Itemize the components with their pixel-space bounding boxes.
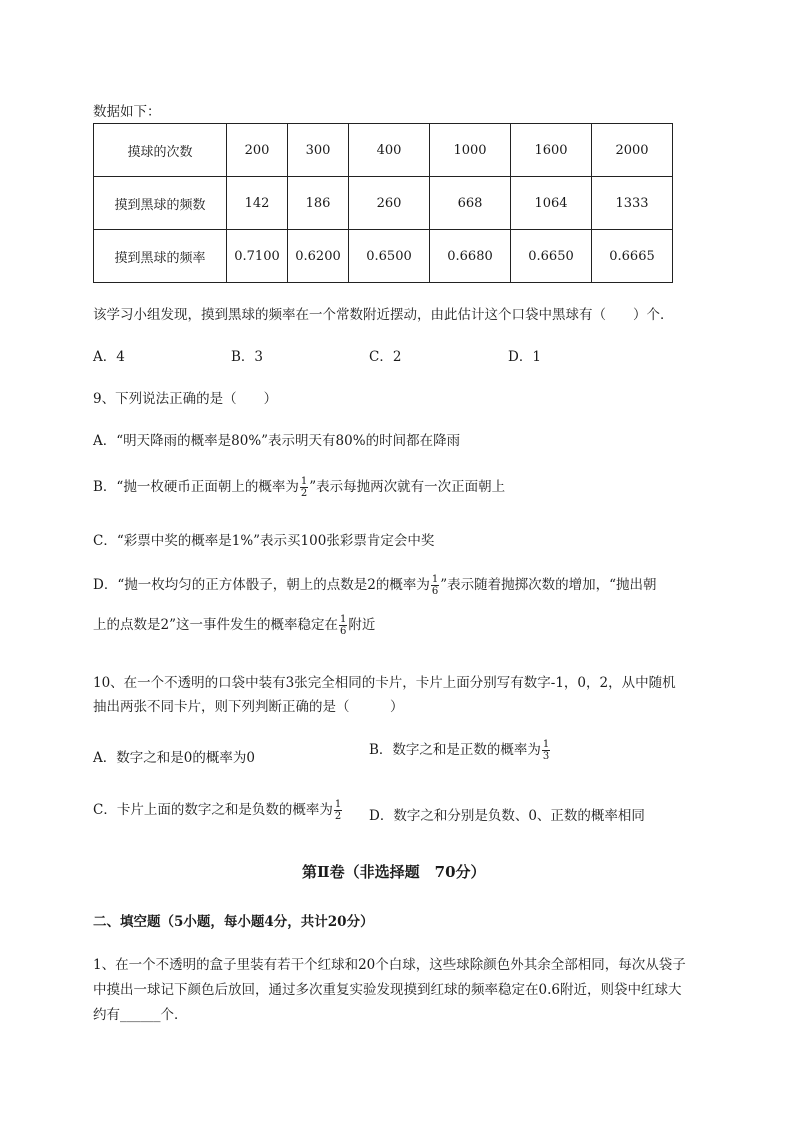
table-cell: 1600 [511,124,592,177]
q9-option-b-text: B．“抛一枚硬币正面朝上的概率为 [93,479,299,495]
q8-stem: 该学习小组发现，摸到黑球的频率在一个常数附近摆动，由此估计这个口袋中黑球有（ ）个． [93,307,674,323]
fraction: $\frac{1}{2}$ [300,476,308,499]
table-cell: 400 [349,124,430,177]
q9-option-d-line1: D．“抛一枚均匀的正方体骰子，朝上的点数是2的概率为 $\frac{1}{6}$ ”表示随着抛掷次数的增加，“抛出朝 [93,574,657,597]
table-row [94,177,673,230]
q8-option-c: C．2 [369,349,402,365]
fill1-line1: 1、在一个不透明的盒子里装有若干个红球和20个白球，这些球除颜色外其余全部相同，每次从袋子 [93,957,686,973]
table-cell: 0.6650 [511,230,592,283]
q9-option-b-text-end: ”表示每抛两次就有一次正面朝上 [309,479,506,495]
q10-stem-line2: 抽出两张不同卡片，则下列判断正确的是（ ） [93,699,404,715]
table-cell: 186 [288,177,349,230]
table-cell: 0.6680 [430,230,511,283]
q9-option-d-line2: 上的点数是2”这一事件发生的概率稳定在 $\frac{1}{6}$ 附近 [93,614,376,637]
table-cell: 1000 [430,124,511,177]
table-cell: 142 [227,177,288,230]
frequency-table [93,123,673,283]
intro-text: 数据如下： [93,104,161,120]
table-cell: 1064 [511,177,592,230]
q10-stem-line1: 10、在一个不透明的口袋中装有3张完全相同的卡片，卡片上面分别写有数字-1，0，2，从中随机 [93,675,676,691]
table-row-label: 摸球的次数 [94,124,227,177]
table-cell: 2000 [592,124,673,177]
table-row-label: 摸到黑球的频数 [94,177,227,230]
table-row-label: 摸到黑球的频率 [94,230,227,283]
table-cell: 260 [349,177,430,230]
table-row [94,124,673,177]
fraction: $\frac{1}{6}$ [431,574,439,597]
fill1-line2: 中摸出一球记下颜色后放回，通过多次重复实验发现摸到红球的频率稳定在0.6附近，则袋中红球大 [93,982,682,998]
q8-option-d: D．1 [508,349,541,365]
q9-option-a: A．“明天降雨的概率是80%”表示明天有80%的时间都在降雨 [93,433,461,449]
fill1-line3: 约有______个． [93,1007,188,1023]
fraction: $\frac{1}{2}$ [334,799,342,822]
q8-option-a: A．4 [93,349,125,365]
q9-stem: 9、下列说法正确的是（ ） [93,391,278,407]
table-row [94,230,673,283]
fraction: $\frac{1}{3}$ [542,739,550,762]
table-cell: 0.6665 [592,230,673,283]
table-cell: 300 [288,124,349,177]
table-cell: 1333 [592,177,673,230]
table-cell: 200 [227,124,288,177]
q8-option-b: B．3 [231,349,264,365]
section2-title: 二、填空题（5小题，每小题4分，共计20分） [93,914,374,930]
table-cell: 0.6200 [288,230,349,283]
table-cell: 668 [430,177,511,230]
table-cell: 0.6500 [349,230,430,283]
part2-title: 第Ⅱ卷（非选择题 70分） [302,863,486,881]
q9-option-b [93,475,505,499]
fraction: $\frac{1}{6}$ [340,614,347,637]
q9-option-c: C．“彩票中奖的概率是1%”表示买100张彩票肯定会中奖 [93,533,435,549]
table-cell: 0.7100 [227,230,288,283]
q10-option-b: B．数字之和是正数的概率为 $\frac{1}{3}$ [369,739,550,762]
q10-option-a: A．数字之和是0的概率为0 [93,750,255,766]
q10-option-d: D．数字之和分别是负数、0、正数的概率相同 [369,808,645,824]
q10-option-c: C．卡片上面的数字之和是负数的概率为 $\frac{1}{2}$ [93,799,342,822]
